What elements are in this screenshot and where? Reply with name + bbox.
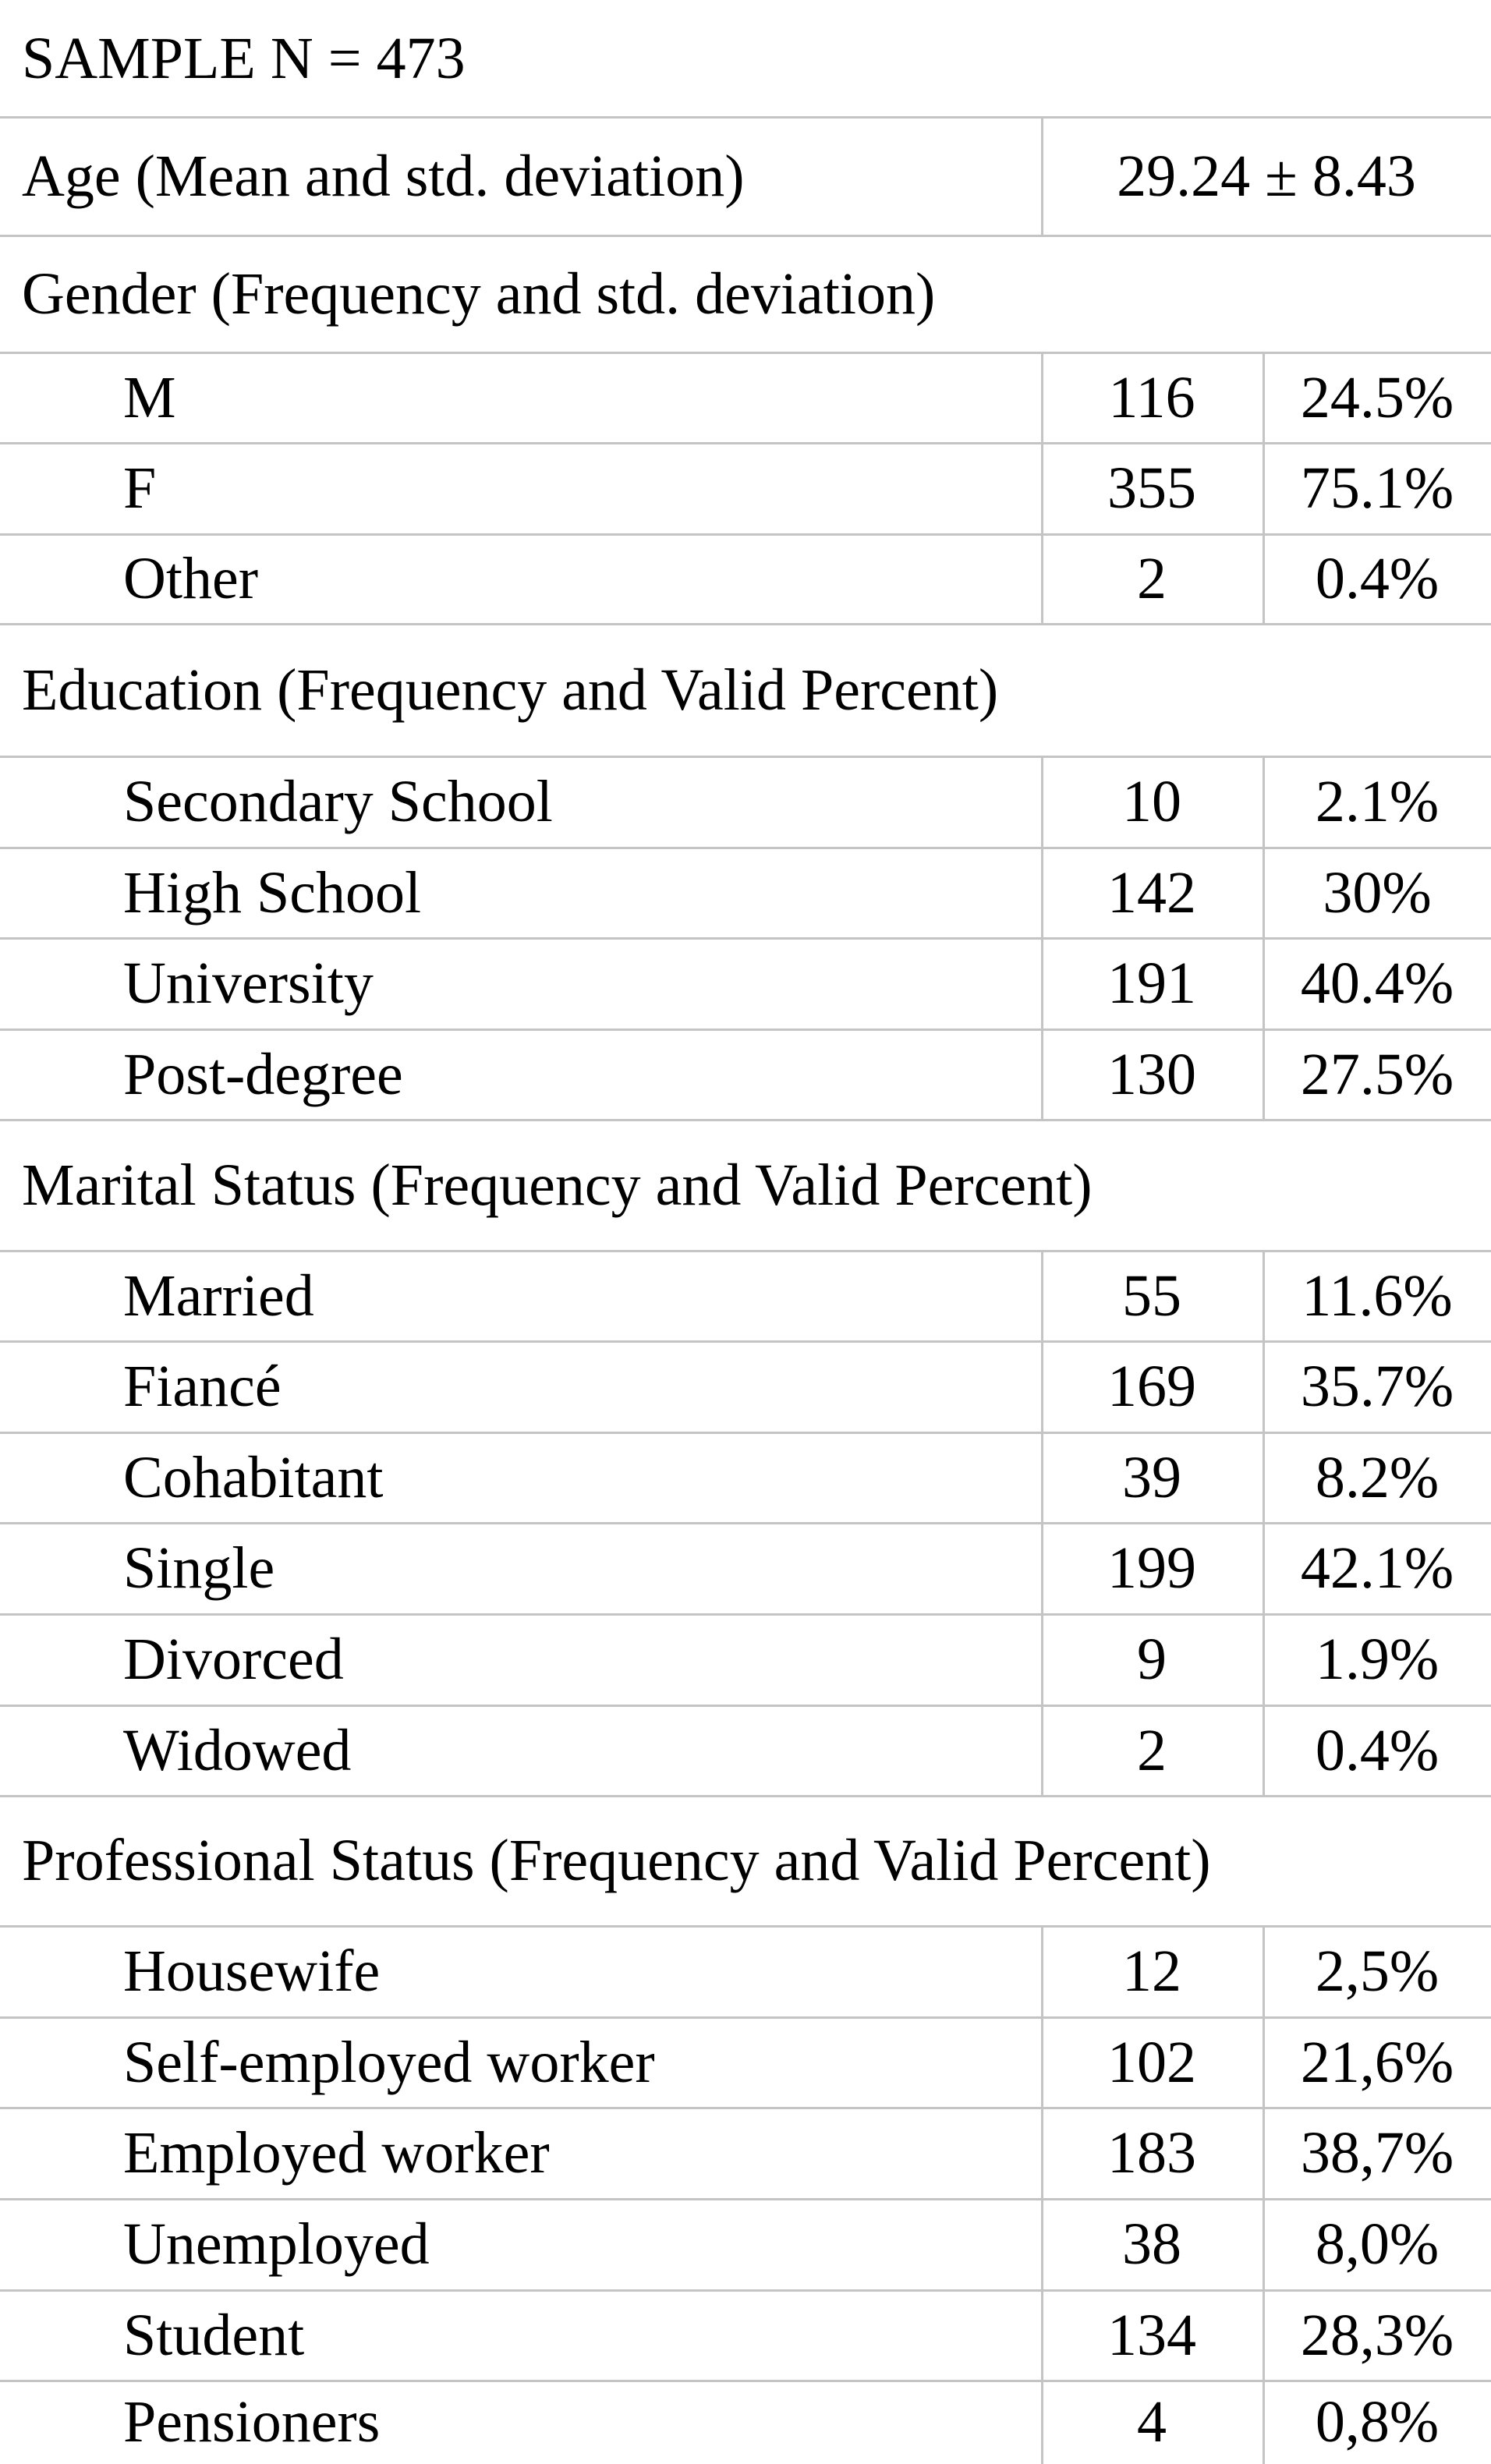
row-frequency: 134 <box>1107 2302 1196 2368</box>
row-label: High School <box>123 859 422 926</box>
row-percent: 8,0% <box>1315 2211 1440 2277</box>
table-row <box>0 1029 1491 1120</box>
section-title: Marital Status (Frequency and Valid Percent) <box>22 1152 1093 1218</box>
row-label: Single <box>123 1535 275 1601</box>
row-frequency: 142 <box>1107 859 1196 926</box>
row-label: Housewife <box>123 1938 381 2004</box>
row-frequency: 39 <box>1122 1444 1181 1510</box>
row-percent: 8.2% <box>1315 1444 1440 1510</box>
row-percent: 30% <box>1323 859 1432 926</box>
row-label: Other <box>123 546 259 611</box>
age-value: 29.24 ± 8.43 <box>1117 143 1416 209</box>
table-row <box>0 1705 1491 1796</box>
row-frequency: 169 <box>1107 1354 1196 1419</box>
table-row <box>0 938 1491 1029</box>
row-frequency: 355 <box>1107 455 1196 521</box>
section-title: Gender (Frequency and std. deviation) <box>22 260 936 327</box>
table-row <box>0 2017 1491 2108</box>
row-frequency: 130 <box>1107 1041 1196 1107</box>
row-frequency: 4 <box>1137 2389 1167 2455</box>
table-row <box>0 848 1491 938</box>
row-percent: 35.7% <box>1300 1354 1454 1419</box>
column-divider <box>1041 352 1043 624</box>
row-frequency: 10 <box>1122 769 1181 834</box>
row-label: Fiancé <box>123 1354 282 1419</box>
row-percent: 21,6% <box>1300 2029 1454 2095</box>
row-percent: 28,3% <box>1300 2302 1454 2368</box>
row-percent: 0.4% <box>1315 546 1440 611</box>
row-frequency: 102 <box>1107 2029 1196 2095</box>
row-percent: 1.9% <box>1315 1627 1440 1692</box>
section-header <box>0 1120 1491 1251</box>
row-percent: 42.1% <box>1300 1535 1454 1601</box>
row-percent: 0,8% <box>1315 2389 1440 2455</box>
row-frequency: 38 <box>1122 2211 1181 2277</box>
column-divider <box>1041 756 1043 1120</box>
row-percent: 2.1% <box>1315 769 1440 834</box>
row-label: Student <box>123 2302 305 2368</box>
table-row <box>0 756 1491 848</box>
row-label: Employed worker <box>123 2120 550 2186</box>
row-percent: 24.5% <box>1300 364 1454 430</box>
row-frequency: 2 <box>1137 546 1167 611</box>
row-percent: 38,7% <box>1300 2120 1454 2186</box>
row-percent: 2,5% <box>1315 1938 1440 2004</box>
table-row <box>0 1432 1491 1523</box>
section-title: Education (Frequency and Valid Percent) <box>22 657 999 723</box>
table-row <box>0 1523 1491 1614</box>
row-frequency: 116 <box>1108 364 1195 430</box>
column-divider <box>1263 1251 1265 1796</box>
sample-label: SAMPLE N = 473 <box>22 25 466 91</box>
column-divider <box>1263 756 1265 1120</box>
table-row <box>0 2108 1491 2199</box>
table-row <box>0 2199 1491 2290</box>
section-title: Professional Status (Frequency and Valid Percent) <box>22 1828 1211 1893</box>
age-row <box>0 117 1491 235</box>
row-label: Cohabitant <box>123 1444 384 1510</box>
section-header <box>0 1796 1491 1926</box>
column-divider <box>1041 117 1043 235</box>
row-frequency: 9 <box>1137 1627 1167 1692</box>
row-label: Secondary School <box>123 769 553 834</box>
row-label: F <box>123 455 157 521</box>
table-row <box>0 1341 1491 1432</box>
column-divider <box>1263 1926 1265 2464</box>
row-label: Widowed <box>123 1717 352 1783</box>
row-label: Divorced <box>123 1627 344 1692</box>
row-percent: 40.4% <box>1300 951 1454 1016</box>
row-label: Post-degree <box>123 1041 403 1107</box>
age-label: Age (Mean and std. deviation) <box>22 143 745 209</box>
section-header <box>0 624 1491 756</box>
table-row <box>0 1614 1491 1705</box>
row-percent: 27.5% <box>1300 1041 1454 1107</box>
table-row <box>0 1251 1491 1341</box>
section-header <box>0 235 1491 352</box>
row-percent: 11.6% <box>1302 1262 1453 1329</box>
row-frequency: 191 <box>1107 951 1196 1016</box>
row-label: Pensioners <box>123 2389 381 2455</box>
column-divider <box>1041 1926 1043 2464</box>
row-label: Self-employed worker <box>123 2029 655 2095</box>
row-label: Married <box>123 1262 314 1329</box>
row-frequency: 183 <box>1107 2120 1196 2186</box>
row-label: Unemployed <box>123 2211 430 2277</box>
table-row <box>0 534 1491 624</box>
table-row <box>0 1926 1491 2017</box>
row-frequency: 55 <box>1122 1262 1181 1329</box>
table-row <box>0 2290 1491 2381</box>
row-label: University <box>123 951 374 1016</box>
row-percent: 0.4% <box>1315 1717 1440 1783</box>
row-frequency: 12 <box>1122 1938 1181 2004</box>
table-row <box>0 2381 1491 2464</box>
column-divider <box>1263 352 1265 624</box>
row-percent: 75.1% <box>1300 455 1454 521</box>
table-row <box>0 352 1491 443</box>
row-frequency: 199 <box>1107 1535 1196 1601</box>
column-divider <box>1041 1251 1043 1796</box>
sample-row <box>0 0 1491 117</box>
row-frequency: 2 <box>1137 1717 1167 1783</box>
row-label: M <box>123 364 176 430</box>
table-row <box>0 443 1491 534</box>
